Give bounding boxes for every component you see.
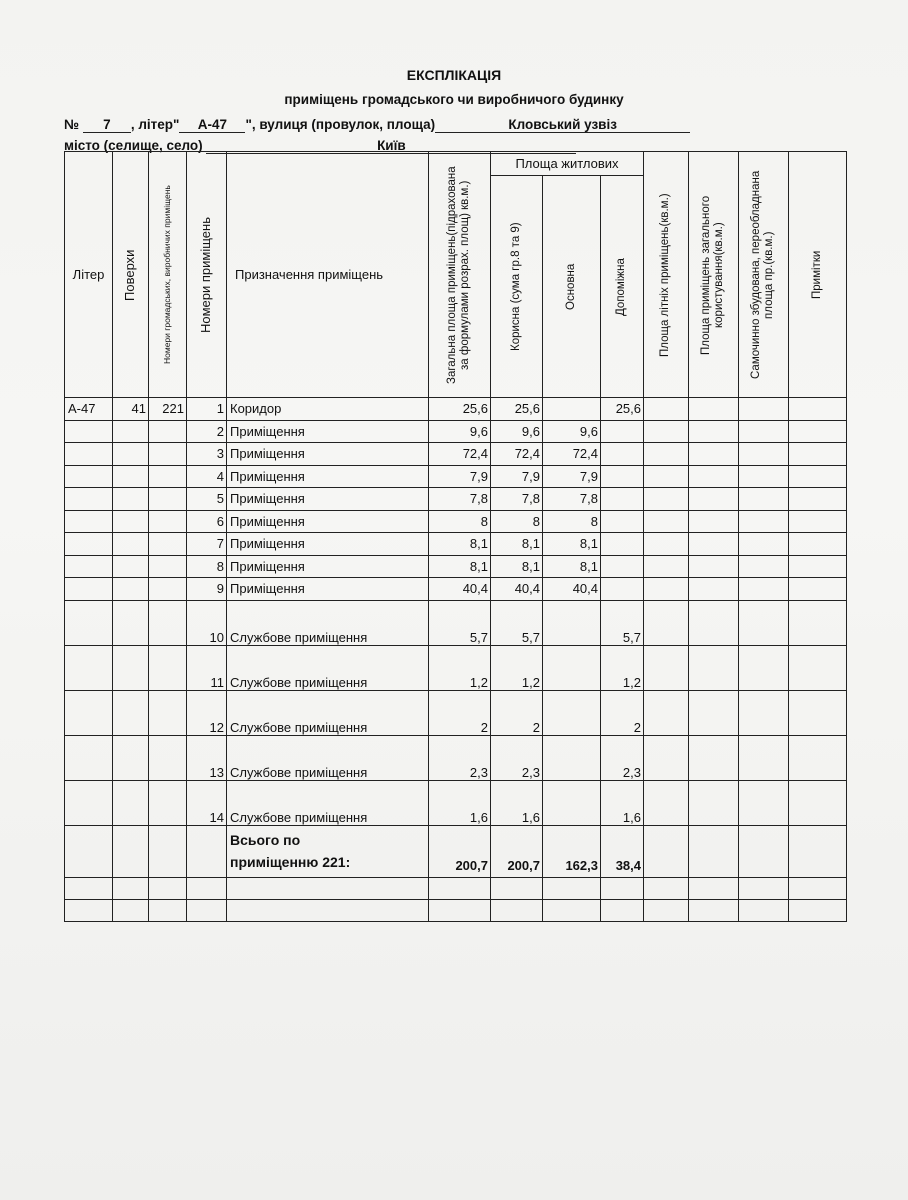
cell-empty: [644, 825, 689, 877]
cell-empty: [149, 877, 187, 899]
table-row: [65, 533, 847, 556]
total-total: 200,7: [429, 825, 491, 877]
cell-empty: [739, 735, 789, 780]
cell-main: 7,8: [543, 488, 601, 511]
cell-empty: [739, 555, 789, 578]
cell-liter: [65, 690, 113, 735]
cell-main: 7,9: [543, 465, 601, 488]
cell-floor: [113, 780, 149, 825]
col-purpose: Призначення приміщень: [227, 152, 429, 398]
cell-empty: [689, 578, 739, 601]
empty-row: [65, 899, 847, 921]
cell-no: 13: [187, 735, 227, 780]
cell-total: 7,9: [429, 465, 491, 488]
street-value: Кловський узвіз: [435, 117, 690, 133]
table-row: [65, 690, 847, 735]
liter-label: , літер": [130, 117, 180, 132]
table-row: [65, 443, 847, 466]
cell-premises: [149, 600, 187, 645]
cell-empty: [689, 825, 739, 877]
cell-main: 9,6: [543, 420, 601, 443]
cell-useful: 72,4: [491, 443, 543, 466]
cell-empty: [644, 465, 689, 488]
cell-empty: [187, 877, 227, 899]
cell-premises: [149, 578, 187, 601]
cell-total: 7,8: [429, 488, 491, 511]
cell-total: 1,6: [429, 780, 491, 825]
total-label-line1: Всього по: [230, 832, 301, 848]
cell-name: Приміщення: [227, 420, 429, 443]
cell-empty: [739, 690, 789, 735]
cell-name: Приміщення: [227, 488, 429, 511]
cell-liter: [65, 600, 113, 645]
cell-empty: [789, 398, 847, 421]
cell-premises: [149, 735, 187, 780]
cell-no: 12: [187, 690, 227, 735]
cell-empty: [689, 780, 739, 825]
cell-premises: [149, 443, 187, 466]
col-summer: Площа літніх приміщень(кв.м.): [644, 152, 689, 398]
cell-useful: 25,6: [491, 398, 543, 421]
cell-liter: А-47: [65, 398, 113, 421]
cell-useful: 8: [491, 510, 543, 533]
cell-empty: [739, 825, 789, 877]
cell-empty: [689, 690, 739, 735]
cell-total: 1,2: [429, 645, 491, 690]
cell-empty: [689, 488, 739, 511]
cell-main: 8,1: [543, 555, 601, 578]
city-value: Київ: [206, 138, 576, 154]
cell-empty: [601, 899, 644, 921]
cell-liter: [65, 555, 113, 578]
street-label: ", вулиця (провулок, площа): [245, 117, 436, 132]
cell-premises: 221: [149, 398, 187, 421]
cell-empty: [689, 877, 739, 899]
cell-empty: [789, 443, 847, 466]
document-title: ЕКСПЛІКАЦІЯ: [406, 67, 502, 83]
cell-main: [543, 735, 601, 780]
cell-useful: 8,1: [491, 555, 543, 578]
cell-total: 8,1: [429, 533, 491, 556]
cell-liter: [65, 533, 113, 556]
cell-empty: [227, 899, 429, 921]
cell-empty: [644, 780, 689, 825]
cell-floor: [113, 420, 149, 443]
cell-empty: [739, 510, 789, 533]
cell-total: 2: [429, 690, 491, 735]
cell-no: 11: [187, 645, 227, 690]
cell-aux: [601, 555, 644, 578]
cell-aux: 2,3: [601, 735, 644, 780]
cell-empty: [644, 555, 689, 578]
cell-aux: 5,7: [601, 600, 644, 645]
cell-aux: 25,6: [601, 398, 644, 421]
cell-empty: [644, 533, 689, 556]
cell-empty: [644, 877, 689, 899]
cell-no: 14: [187, 780, 227, 825]
number-label: №: [64, 117, 80, 132]
cell-empty: [789, 877, 847, 899]
cell-empty: [789, 578, 847, 601]
cell-empty: [789, 645, 847, 690]
cell-empty: [739, 488, 789, 511]
cell-useful: 5,7: [491, 600, 543, 645]
cell-name: Службове приміщення: [227, 690, 429, 735]
cell-aux: 1,2: [601, 645, 644, 690]
col-premises-nos: Номери громадських, виробничих приміщень: [149, 152, 187, 398]
cell-useful: 40,4: [491, 578, 543, 601]
cell-floor: [113, 465, 149, 488]
cell-liter: [65, 735, 113, 780]
total-label-line2: приміщенню 221:: [230, 854, 351, 870]
cell-useful: 2,3: [491, 735, 543, 780]
cell-premises: [149, 465, 187, 488]
cell-empty: [644, 735, 689, 780]
cell-empty: [789, 690, 847, 735]
cell-empty: [789, 555, 847, 578]
cell-empty: [789, 600, 847, 645]
col-total-area: Загальна площа приміщень(підрахована за формулами розрах. площ) кв.м.): [429, 152, 491, 398]
cell-premises: [149, 510, 187, 533]
cell-empty: [543, 899, 601, 921]
table-row: [65, 578, 847, 601]
cell-aux: [601, 510, 644, 533]
cell-empty: [644, 420, 689, 443]
cell-empty: [789, 465, 847, 488]
cell-empty: [149, 899, 187, 921]
cell-no: 5: [187, 488, 227, 511]
cell-empty: [789, 533, 847, 556]
cell-empty: [689, 645, 739, 690]
cell-total: 40,4: [429, 578, 491, 601]
table-row: [65, 555, 847, 578]
cell-aux: [601, 578, 644, 601]
cell-main: [543, 600, 601, 645]
cell-name: Службове приміщення: [227, 780, 429, 825]
cell-empty: [739, 600, 789, 645]
cell-aux: 2: [601, 690, 644, 735]
table-row: [65, 600, 847, 645]
cell-no: 1: [187, 398, 227, 421]
table-row: [65, 465, 847, 488]
cell-empty: [113, 825, 149, 877]
cell-empty: [429, 899, 491, 921]
cell-name: Приміщення: [227, 555, 429, 578]
cell-empty: [789, 488, 847, 511]
cell-aux: 1,6: [601, 780, 644, 825]
col-floors: Поверхи: [113, 152, 149, 398]
cell-floor: [113, 578, 149, 601]
cell-floor: [113, 735, 149, 780]
cell-aux: [601, 443, 644, 466]
cell-premises: [149, 555, 187, 578]
cell-name: Приміщення: [227, 510, 429, 533]
cell-empty: [789, 899, 847, 921]
document-subtitle: приміщень громадського чи виробничого будинку: [284, 92, 624, 107]
cell-empty: [739, 420, 789, 443]
cell-empty: [739, 780, 789, 825]
cell-no: 7: [187, 533, 227, 556]
empty-row: [65, 877, 847, 899]
table-row: [65, 398, 847, 421]
cell-no: 3: [187, 443, 227, 466]
cell-premises: [149, 780, 187, 825]
cell-useful: 1,6: [491, 780, 543, 825]
cell-empty: [644, 899, 689, 921]
cell-empty: [689, 600, 739, 645]
cell-empty: [601, 877, 644, 899]
cell-empty: [789, 825, 847, 877]
cell-no: 4: [187, 465, 227, 488]
cell-no: 10: [187, 600, 227, 645]
cell-name: Службове приміщення: [227, 600, 429, 645]
explication-table: [64, 151, 847, 922]
cell-empty: [689, 398, 739, 421]
cell-premises: [149, 690, 187, 735]
table-row: [65, 510, 847, 533]
table-row: [65, 488, 847, 511]
cell-empty: [543, 877, 601, 899]
cell-useful: 9,6: [491, 420, 543, 443]
cell-empty: [739, 578, 789, 601]
cell-total: 8: [429, 510, 491, 533]
cell-liter: [65, 465, 113, 488]
total-row: [65, 825, 847, 877]
cell-empty: [789, 510, 847, 533]
cell-empty: [644, 443, 689, 466]
cell-floor: [113, 555, 149, 578]
table-row: [65, 420, 847, 443]
cell-empty: [187, 899, 227, 921]
cell-empty: [227, 877, 429, 899]
cell-total: 5,7: [429, 600, 491, 645]
cell-floor: [113, 443, 149, 466]
cell-empty: [689, 465, 739, 488]
col-notes: Примітки: [789, 152, 847, 398]
total-main: 162,3: [543, 825, 601, 877]
cell-empty: [739, 899, 789, 921]
cell-liter: [65, 443, 113, 466]
table-row: [65, 780, 847, 825]
number-value: 7: [83, 117, 131, 133]
table-row: [65, 645, 847, 690]
total-useful: 200,7: [491, 825, 543, 877]
cell-floor: [113, 488, 149, 511]
cell-floor: 41: [113, 398, 149, 421]
cell-empty: [644, 398, 689, 421]
cell-empty: [789, 780, 847, 825]
cell-total: 8,1: [429, 555, 491, 578]
cell-useful: 7,8: [491, 488, 543, 511]
city-label: місто (селище, село): [64, 138, 203, 153]
cell-total: 9,6: [429, 420, 491, 443]
cell-floor: [113, 600, 149, 645]
cell-main: [543, 398, 601, 421]
cell-empty: [113, 877, 149, 899]
cell-empty: [644, 645, 689, 690]
cell-empty: [739, 877, 789, 899]
total-aux: 38,4: [601, 825, 644, 877]
cell-premises: [149, 533, 187, 556]
cell-empty: [187, 825, 227, 877]
cell-main: 8,1: [543, 533, 601, 556]
cell-empty: [65, 825, 113, 877]
cell-empty: [644, 600, 689, 645]
col-useful: Корисна (сума гр.8 та 9): [491, 176, 543, 398]
cell-empty: [113, 899, 149, 921]
cell-empty: [429, 877, 491, 899]
col-selfbuilt: Самочинно збудована, переобладнана площа пр.(кв.м.): [739, 152, 789, 398]
cell-useful: 7,9: [491, 465, 543, 488]
cell-main: [543, 645, 601, 690]
cell-empty: [65, 877, 113, 899]
cell-name: Службове приміщення: [227, 735, 429, 780]
cell-empty: [644, 690, 689, 735]
cell-aux: [601, 533, 644, 556]
cell-no: 9: [187, 578, 227, 601]
cell-empty: [689, 420, 739, 443]
cell-useful: 1,2: [491, 645, 543, 690]
cell-total: 2,3: [429, 735, 491, 780]
table-row: [65, 735, 847, 780]
cell-main: 8: [543, 510, 601, 533]
col-common: Площа приміщень загального користування(кв.м.): [689, 152, 739, 398]
cell-empty: [689, 510, 739, 533]
cell-empty: [789, 420, 847, 443]
cell-empty: [689, 443, 739, 466]
col-liter: Літер: [65, 152, 113, 398]
cell-aux: [601, 488, 644, 511]
cell-no: 2: [187, 420, 227, 443]
cell-main: 72,4: [543, 443, 601, 466]
cell-empty: [491, 899, 543, 921]
cell-total: 72,4: [429, 443, 491, 466]
table-body: [65, 398, 847, 922]
cell-name: Приміщення: [227, 465, 429, 488]
cell-empty: [65, 899, 113, 921]
cell-empty: [689, 555, 739, 578]
cell-floor: [113, 510, 149, 533]
col-room-nos: Номери приміщень: [187, 152, 227, 398]
cell-floor: [113, 645, 149, 690]
cell-name: Приміщення: [227, 533, 429, 556]
cell-empty: [689, 735, 739, 780]
cell-aux: [601, 465, 644, 488]
cell-name: Коридор: [227, 398, 429, 421]
cell-aux: [601, 420, 644, 443]
cell-empty: [149, 825, 187, 877]
liter-value: А-47: [179, 117, 245, 133]
cell-empty: [644, 578, 689, 601]
cell-premises: [149, 420, 187, 443]
cell-main: [543, 690, 601, 735]
total-label: [227, 825, 429, 877]
cell-empty: [491, 877, 543, 899]
cell-empty: [739, 443, 789, 466]
cell-main: 40,4: [543, 578, 601, 601]
cell-total: 25,6: [429, 398, 491, 421]
cell-name: Приміщення: [227, 578, 429, 601]
cell-empty: [689, 899, 739, 921]
cell-floor: [113, 533, 149, 556]
cell-empty: [739, 533, 789, 556]
cell-liter: [65, 510, 113, 533]
col-living-group: Площа житлових: [491, 152, 644, 176]
cell-no: 8: [187, 555, 227, 578]
cell-liter: [65, 420, 113, 443]
cell-liter: [65, 780, 113, 825]
cell-main: [543, 780, 601, 825]
cell-liter: [65, 488, 113, 511]
cell-empty: [689, 533, 739, 556]
col-main: Основна: [543, 176, 601, 398]
cell-premises: [149, 488, 187, 511]
address-line: [64, 117, 690, 133]
cell-empty: [644, 510, 689, 533]
col-auxiliary: Допоміжна: [601, 176, 644, 398]
cell-floor: [113, 690, 149, 735]
cell-empty: [644, 488, 689, 511]
cell-liter: [65, 645, 113, 690]
cell-useful: 2: [491, 690, 543, 735]
cell-useful: 8,1: [491, 533, 543, 556]
cell-liter: [65, 578, 113, 601]
cell-name: Службове приміщення: [227, 645, 429, 690]
cell-empty: [739, 465, 789, 488]
cell-empty: [739, 645, 789, 690]
cell-empty: [739, 398, 789, 421]
cell-name: Приміщення: [227, 443, 429, 466]
cell-no: 6: [187, 510, 227, 533]
cell-empty: [789, 735, 847, 780]
cell-premises: [149, 645, 187, 690]
